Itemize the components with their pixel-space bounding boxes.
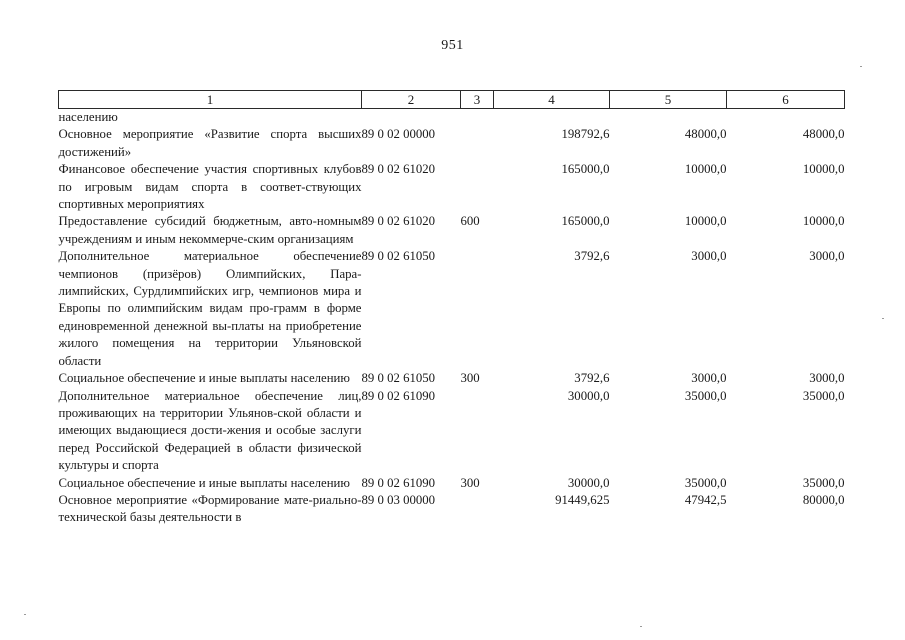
- amount-year-2: 35000,0: [684, 388, 727, 403]
- row-name: Основное мероприятие «Формирование мате-риально-технической базы деятельности в: [58, 492, 362, 525]
- row-name: Основное мероприятие «Развитие спорта высших достижений»: [58, 127, 362, 159]
- row-name: Дополнительное материальное обеспечение чемпионов (призёров) Олимпийских, Пара-лимпийских, Сурдлимпийских игр, чемпионов мира и Европы по олимпийским видам про-грамм в форме единовременной денежной вы-платы на приобретение жилого помещения на территории Ульяновской области: [58, 249, 362, 368]
- amount-year-2: 47942,5: [684, 492, 727, 507]
- table-row: [59, 161, 845, 213]
- column-header: 4: [494, 91, 610, 109]
- amount-year-3: 3000,0: [809, 371, 845, 386]
- table-row: [59, 248, 845, 370]
- expense-type: [461, 126, 494, 161]
- page-number: 951: [441, 38, 464, 53]
- amount-year-1: 30000,0: [567, 475, 610, 490]
- table-row: [59, 126, 845, 161]
- amount-year-1: 198792,6: [561, 127, 610, 142]
- scan-speck: [640, 626, 642, 627]
- table-row: [59, 109, 845, 127]
- amount-year-2: 3000,0: [691, 371, 727, 386]
- amount-year-1: 91449,625: [555, 492, 610, 507]
- scan-speck: [24, 614, 26, 615]
- amount-year-1: 30000,0: [567, 388, 610, 403]
- scan-speck: [882, 318, 884, 319]
- target-code: 89 0 02 61090: [361, 475, 436, 490]
- row-name: Дополнительное материальное обеспечение лиц, проживающих на территории Ульянов-ской области и имеющих выдающиеся дости-жения и особые заслуги перед Российской Федерацией в области физической культуры и спорта: [58, 388, 362, 473]
- amount-year-2: 10000,0: [684, 162, 727, 177]
- row-name: Социальное обеспечение и иные выплаты населению: [58, 475, 350, 490]
- column-number-row: [59, 91, 845, 109]
- amount-year-2: 3000,0: [691, 249, 727, 264]
- target-code: 89 0 02 61050: [361, 249, 436, 264]
- amount-year-3: 80000,0: [802, 492, 845, 507]
- amount-year-3: 3000,0: [809, 249, 845, 264]
- target-code: 89 0 02 61020: [361, 214, 436, 229]
- column-header: 6: [727, 91, 845, 109]
- table-row: [59, 370, 845, 387]
- amount-year-3: 35000,0: [802, 388, 845, 403]
- table-row: [59, 213, 845, 248]
- amount-year-1: 3792,6: [574, 249, 610, 264]
- target-code: 89 0 03 00000: [361, 492, 436, 507]
- row-name: Финансовое обеспечение участия спортивных клубов по игровым видам спорта в соответ-ствующих спортивных мероприятиях: [58, 162, 362, 212]
- amount-year-3: 35000,0: [802, 475, 845, 490]
- amount-year-2: 35000,0: [684, 475, 727, 490]
- column-header: 1: [59, 91, 362, 109]
- amount-year-1: [494, 109, 610, 127]
- table-row: [59, 492, 845, 527]
- table-row: [59, 388, 845, 475]
- amount-year-2: 10000,0: [684, 214, 727, 229]
- amount-year-2: 48000,0: [684, 127, 727, 142]
- amount-year-3: [727, 109, 845, 127]
- row-name: населению: [58, 110, 118, 124]
- row-name: Социальное обеспечение и иные выплаты населению: [58, 371, 350, 386]
- column-header: 2: [362, 91, 461, 109]
- target-code: 89 0 02 61090: [361, 388, 436, 403]
- amount-year-3: 10000,0: [802, 214, 845, 229]
- column-header: 3: [461, 91, 494, 109]
- budget-table: [58, 90, 845, 527]
- amount-year-3: 10000,0: [802, 162, 845, 177]
- expense-type: [461, 248, 494, 370]
- amount-year-3: 48000,0: [802, 127, 845, 142]
- expense-type: [461, 492, 494, 527]
- amount-year-1: 165000,0: [561, 162, 610, 177]
- expense-type: 600: [460, 214, 480, 229]
- target-code: [362, 109, 461, 127]
- row-name: Предоставление субсидий бюджетным, авто-номным учреждениям и иным некоммерче-ским организациям: [58, 214, 362, 246]
- target-code: 89 0 02 61050: [361, 371, 436, 386]
- expense-type: [461, 388, 494, 475]
- amount-year-1: 3792,6: [574, 371, 610, 386]
- table-row: [59, 475, 845, 492]
- expense-type: 300: [460, 475, 480, 490]
- column-header: 5: [610, 91, 727, 109]
- expense-type: 300: [460, 371, 480, 386]
- scan-speck: [860, 66, 862, 67]
- expense-type: [461, 161, 494, 213]
- amount-year-1: 165000,0: [561, 214, 610, 229]
- expense-type: [461, 109, 494, 127]
- target-code: 89 0 02 00000: [361, 127, 436, 142]
- amount-year-2: [610, 109, 727, 127]
- target-code: 89 0 02 61020: [361, 162, 436, 177]
